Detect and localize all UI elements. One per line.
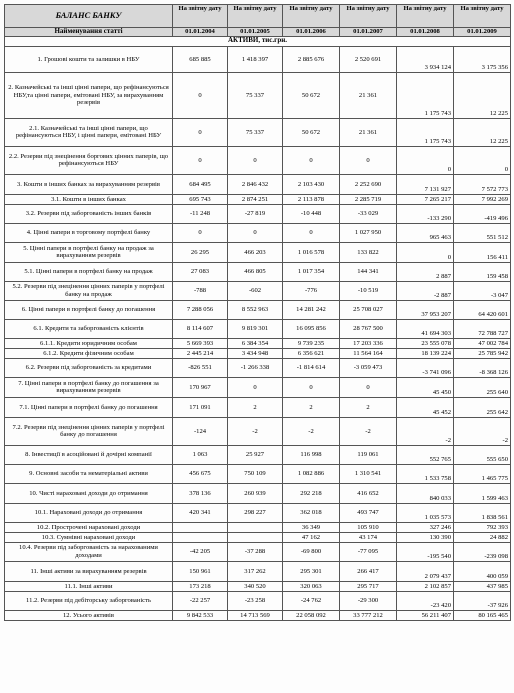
value-cell: 25 785 942 <box>454 348 511 358</box>
row-label: 1. Грошові кошти та залишки в НБУ <box>5 46 173 72</box>
value-cell: 466 203 <box>228 242 283 262</box>
value-cell: 298 227 <box>228 503 283 522</box>
row-label: 3. Кошти в інших банках за вирахуванням резервів <box>5 174 173 194</box>
value-cell: 7 265 217 <box>397 194 454 204</box>
value-cell: 1 016 578 <box>283 242 340 262</box>
value-cell: 0 <box>173 146 228 174</box>
date-header-1: 01.01.2004 <box>173 28 228 37</box>
value-cell: 2 103 430 <box>283 174 340 194</box>
col-header-3: На звітну дату <box>283 5 340 28</box>
value-cell: 0 <box>340 146 397 174</box>
table-body <box>5 46 511 620</box>
row-label: 5.1. Цінні папери в портфелі банку на продаж <box>5 262 173 281</box>
value-cell: -2 <box>283 417 340 445</box>
value-cell: 340 520 <box>228 581 283 591</box>
value-cell: 144 341 <box>340 262 397 281</box>
value-cell: -22 257 <box>173 591 228 610</box>
value-cell: 551 512 <box>454 223 511 242</box>
value-cell: -42 205 <box>173 542 228 561</box>
table-row <box>5 581 511 591</box>
value-cell: 80 165 465 <box>454 610 511 620</box>
value-cell: 12 225 <box>454 118 511 146</box>
table-row <box>5 242 511 262</box>
table-row <box>5 146 511 174</box>
value-cell: 75 337 <box>228 72 283 118</box>
value-cell: -2 <box>397 417 454 445</box>
value-cell: -27 819 <box>228 204 283 223</box>
value-cell: 2 445 214 <box>173 348 228 358</box>
value-cell: 3 434 948 <box>228 348 283 358</box>
value-cell: 400 059 <box>454 561 511 581</box>
row-label: 5. Цінні папери в портфелі банку на продаж за вирахуванням резервів <box>5 242 173 262</box>
value-cell: 2 102 857 <box>397 581 454 591</box>
value-cell: 2 887 <box>397 262 454 281</box>
value-cell: -23 420 <box>397 591 454 610</box>
header-row-1 <box>5 5 511 28</box>
value-cell: 17 203 336 <box>340 338 397 348</box>
value-cell: 2 252 690 <box>340 174 397 194</box>
value-cell: 0 <box>173 72 228 118</box>
value-cell: 0 <box>173 118 228 146</box>
row-label: 6.1.1. Кредити юридичним особам <box>5 338 173 348</box>
table-row <box>5 397 511 417</box>
value-cell: 1 838 561 <box>454 503 511 522</box>
value-cell: 0 <box>454 146 511 174</box>
value-cell: -3 059 473 <box>340 358 397 377</box>
balance-sheet <box>4 4 510 621</box>
value-cell: 1 533 758 <box>397 464 454 483</box>
value-cell: 7 288 056 <box>173 300 228 319</box>
value-cell: -77 095 <box>340 542 397 561</box>
value-cell: 317 262 <box>228 561 283 581</box>
value-cell: 0 <box>340 377 397 397</box>
value-cell: 0 <box>228 377 283 397</box>
value-cell: 159 458 <box>454 262 511 281</box>
row-label: 3.2. Резерви під заборгованість інших банків <box>5 204 173 223</box>
value-cell: 50 672 <box>283 72 340 118</box>
row-label: 11.2. Резерви під дебіторську заборгованість <box>5 591 173 610</box>
table-row <box>5 262 511 281</box>
row-label: 6.2. Резерви під заборгованість за кредитами <box>5 358 173 377</box>
value-cell: 1 175 743 <box>397 72 454 118</box>
value-cell: 26 295 <box>173 242 228 262</box>
value-cell: 5 669 393 <box>173 338 228 348</box>
value-cell: 2 874 251 <box>228 194 283 204</box>
value-cell: 750 109 <box>228 464 283 483</box>
row-label: 8. Інвестиції в асоційовані й дочірні компанії <box>5 445 173 464</box>
value-cell: 47 162 <box>283 532 340 542</box>
row-label: 11.1. Інші активи <box>5 581 173 591</box>
row-label: 10.3. Сумнівні нараховані доходи <box>5 532 173 542</box>
balance-table <box>4 4 511 621</box>
row-label: 12. Усього активів <box>5 610 173 620</box>
value-cell: 555 650 <box>454 445 511 464</box>
value-cell: 75 337 <box>228 118 283 146</box>
value-cell: 2 846 432 <box>228 174 283 194</box>
table-row <box>5 72 511 118</box>
table-row <box>5 194 511 204</box>
table-row <box>5 358 511 377</box>
value-cell: -29 300 <box>340 591 397 610</box>
value-cell: 130 390 <box>397 532 454 542</box>
value-cell: 792 393 <box>454 522 511 532</box>
row-label: 10.1. Нараховані доходи до отримання <box>5 503 173 522</box>
row-label: 6. Цінні папери в портфелі банку до погашення <box>5 300 173 319</box>
value-cell: 33 777 212 <box>340 610 397 620</box>
date-header-6: 01.01.2009 <box>454 28 511 37</box>
value-cell: -133 290 <box>397 204 454 223</box>
value-cell: -788 <box>173 281 228 300</box>
value-cell: 0 <box>397 242 454 262</box>
row-label: 2. Казначейські та інші цінні папери, що рефінансуються НБУ,та цінні папери, емітовані НБУ, за вирахуванням резервів <box>5 72 173 118</box>
row-label: 6.1. Кредити та заборгованість клієнтів <box>5 319 173 338</box>
value-cell: -23 258 <box>228 591 283 610</box>
row-label: 4. Цінні папери в торговому портфелі банку <box>5 223 173 242</box>
value-cell: 27 083 <box>173 262 228 281</box>
value-cell: 0 <box>228 223 283 242</box>
value-cell: -124 <box>173 417 228 445</box>
value-cell: -2 <box>228 417 283 445</box>
value-cell: 36 349 <box>283 522 340 532</box>
value-cell: -1 814 614 <box>283 358 340 377</box>
value-cell: 14 713 569 <box>228 610 283 620</box>
value-cell: 173 218 <box>173 581 228 591</box>
value-cell: 45 452 <box>397 397 454 417</box>
value-cell: 6 384 354 <box>228 338 283 348</box>
value-cell: 1 310 541 <box>340 464 397 483</box>
date-header-2: 01.01.2005 <box>228 28 283 37</box>
row-label-header: Найменування статті <box>5 28 173 37</box>
value-cell: 840 033 <box>397 483 454 503</box>
value-cell: 2 285 719 <box>340 194 397 204</box>
table-row <box>5 542 511 561</box>
value-cell: 64 420 601 <box>454 300 511 319</box>
row-label: 10.2. Прострочені нараховані доходи <box>5 522 173 532</box>
value-cell: 8 114 607 <box>173 319 228 338</box>
value-cell: -24 762 <box>283 591 340 610</box>
value-cell: 21 361 <box>340 72 397 118</box>
value-cell: -3 741 096 <box>397 358 454 377</box>
col-header-1: На звітну дату <box>173 5 228 28</box>
date-header-4: 01.01.2007 <box>340 28 397 37</box>
value-cell: 133 822 <box>340 242 397 262</box>
date-header-3: 01.01.2006 <box>283 28 340 37</box>
value-cell <box>173 532 228 542</box>
value-cell: 21 361 <box>340 118 397 146</box>
value-cell: 2 113 878 <box>283 194 340 204</box>
col-header-6: На звітну дату <box>454 5 511 28</box>
table-row <box>5 610 511 620</box>
value-cell: 260 939 <box>228 483 283 503</box>
value-cell: 18 139 224 <box>397 348 454 358</box>
value-cell: 9 842 533 <box>173 610 228 620</box>
value-cell: 266 417 <box>340 561 397 581</box>
row-label: 7. Цінні папери в портфелі банку до погашення за вирахуванням резервів <box>5 377 173 397</box>
value-cell: -37 288 <box>228 542 283 561</box>
value-cell: 255 640 <box>454 377 511 397</box>
value-cell <box>228 522 283 532</box>
table-row <box>5 281 511 300</box>
table-row <box>5 174 511 194</box>
value-cell: 156 411 <box>454 242 511 262</box>
header-row-2 <box>5 28 511 37</box>
value-cell: 1 063 <box>173 445 228 464</box>
value-cell: 0 <box>397 146 454 174</box>
value-cell: 2 <box>283 397 340 417</box>
value-cell: 105 910 <box>340 522 397 532</box>
value-cell: 2 520 691 <box>340 46 397 72</box>
value-cell: -69 800 <box>283 542 340 561</box>
row-label: 9. Основні засоби та нематеріальні активи <box>5 464 173 483</box>
value-cell: 378 136 <box>173 483 228 503</box>
date-header-5: 01.01.2008 <box>397 28 454 37</box>
row-label: 11. Інші активи за вирахуванням резервів <box>5 561 173 581</box>
value-cell: 437 985 <box>454 581 511 591</box>
value-cell: 965 463 <box>397 223 454 242</box>
row-label: 5.2. Резерви під знецінення цінних паперів у портфелі банку на продаж <box>5 281 173 300</box>
row-label: 7.2. Резерви під знецінення цінних паперів у портфелі банку до погашення <box>5 417 173 445</box>
value-cell: -33 029 <box>340 204 397 223</box>
table-row <box>5 445 511 464</box>
value-cell: 292 218 <box>283 483 340 503</box>
value-cell: 295 301 <box>283 561 340 581</box>
table-row <box>5 591 511 610</box>
value-cell: 420 341 <box>173 503 228 522</box>
value-cell: -419 496 <box>454 204 511 223</box>
value-cell: 1 017 354 <box>283 262 340 281</box>
table-row <box>5 223 511 242</box>
row-label: 10.4. Резерви під заборгованість за нарахованими доходами <box>5 542 173 561</box>
table-row <box>5 300 511 319</box>
value-cell: -10 519 <box>340 281 397 300</box>
value-cell: 9 739 235 <box>283 338 340 348</box>
value-cell: 7 992 269 <box>454 194 511 204</box>
value-cell: 2 885 676 <box>283 46 340 72</box>
value-cell: 14 281 242 <box>283 300 340 319</box>
value-cell: -2 887 <box>397 281 454 300</box>
value-cell: -2 <box>454 417 511 445</box>
table-row <box>5 464 511 483</box>
row-label: 3.1. Кошти в інших банках <box>5 194 173 204</box>
value-cell: 7 572 773 <box>454 174 511 194</box>
value-cell: 456 675 <box>173 464 228 483</box>
table-row <box>5 532 511 542</box>
row-label: 2.2. Резерви під знецінення боргових цінних паперів, що рефінансуються НБУ <box>5 146 173 174</box>
value-cell: -826 551 <box>173 358 228 377</box>
value-cell: 37 953 207 <box>397 300 454 319</box>
value-cell: -1 266 338 <box>228 358 283 377</box>
value-cell: 684 495 <box>173 174 228 194</box>
value-cell: 56 211 407 <box>397 610 454 620</box>
value-cell: 1 465 775 <box>454 464 511 483</box>
value-cell: 552 765 <box>397 445 454 464</box>
value-cell: 362 018 <box>283 503 340 522</box>
table-row <box>5 377 511 397</box>
value-cell: 11 564 164 <box>340 348 397 358</box>
value-cell: 28 767 500 <box>340 319 397 338</box>
value-cell: 43 174 <box>340 532 397 542</box>
value-cell: 25 708 027 <box>340 300 397 319</box>
value-cell: 3 175 356 <box>454 46 511 72</box>
value-cell: 1 175 743 <box>397 118 454 146</box>
value-cell: 685 885 <box>173 46 228 72</box>
value-cell: 2 <box>228 397 283 417</box>
row-label: 6.1.2. Кредити фізичним особам <box>5 348 173 358</box>
col-header-4: На звітну дату <box>340 5 397 28</box>
value-cell: 25 927 <box>228 445 283 464</box>
value-cell: -239 098 <box>454 542 511 561</box>
value-cell: 24 882 <box>454 532 511 542</box>
value-cell: 41 694 303 <box>397 319 454 338</box>
value-cell: 416 652 <box>340 483 397 503</box>
table-row <box>5 348 511 358</box>
value-cell: 320 063 <box>283 581 340 591</box>
value-cell: 3 934 124 <box>397 46 454 72</box>
value-cell <box>228 532 283 542</box>
value-cell: -602 <box>228 281 283 300</box>
value-cell: -10 448 <box>283 204 340 223</box>
value-cell: 1 035 573 <box>397 503 454 522</box>
table-row <box>5 522 511 532</box>
table-row <box>5 503 511 522</box>
value-cell: 8 552 963 <box>228 300 283 319</box>
value-cell: 0 <box>173 223 228 242</box>
value-cell: 493 747 <box>340 503 397 522</box>
value-cell: -8 368 126 <box>454 358 511 377</box>
section-title: АКТИВИ, тис.грн. <box>5 36 511 46</box>
row-label: 7.1. Цінні папери в портфелі банку до погашення <box>5 397 173 417</box>
table-row <box>5 483 511 503</box>
value-cell: -2 <box>340 417 397 445</box>
value-cell: 47 002 784 <box>454 338 511 348</box>
value-cell: 1 599 463 <box>454 483 511 503</box>
value-cell: 295 717 <box>340 581 397 591</box>
row-label: 2.1. Казначейські та інші цінні папери, що рефінансуються НБУ, і цінні папери, емітовані НБУ <box>5 118 173 146</box>
value-cell: 16 095 856 <box>283 319 340 338</box>
table-title: БАЛАНС БАНКУ <box>5 5 173 28</box>
table-row <box>5 561 511 581</box>
value-cell: -37 926 <box>454 591 511 610</box>
value-cell: 1 418 397 <box>228 46 283 72</box>
value-cell: -195 540 <box>397 542 454 561</box>
value-cell: 7 131 927 <box>397 174 454 194</box>
value-cell: 12 225 <box>454 72 511 118</box>
value-cell: 150 961 <box>173 561 228 581</box>
value-cell: 9 819 301 <box>228 319 283 338</box>
value-cell <box>173 522 228 532</box>
value-cell: 327 246 <box>397 522 454 532</box>
value-cell: 50 672 <box>283 118 340 146</box>
col-header-5: На звітну дату <box>397 5 454 28</box>
value-cell: 1 082 886 <box>283 464 340 483</box>
value-cell: 23 555 078 <box>397 338 454 348</box>
value-cell: 1 027 950 <box>340 223 397 242</box>
col-header-2: На звітну дату <box>228 5 283 28</box>
value-cell: 0 <box>228 146 283 174</box>
value-cell: 0 <box>283 377 340 397</box>
table-row <box>5 417 511 445</box>
value-cell: -776 <box>283 281 340 300</box>
value-cell: 116 998 <box>283 445 340 464</box>
value-cell: 0 <box>283 223 340 242</box>
value-cell: 72 788 727 <box>454 319 511 338</box>
value-cell: 255 642 <box>454 397 511 417</box>
value-cell: -11 248 <box>173 204 228 223</box>
value-cell: 0 <box>283 146 340 174</box>
value-cell: 45 450 <box>397 377 454 397</box>
value-cell: 2 <box>340 397 397 417</box>
value-cell: 22 058 092 <box>283 610 340 620</box>
table-row <box>5 46 511 72</box>
value-cell: 6 356 621 <box>283 348 340 358</box>
value-cell: 119 061 <box>340 445 397 464</box>
value-cell: 2 079 437 <box>397 561 454 581</box>
row-label: 10. Чисті нараховані доходи до отримання <box>5 483 173 503</box>
table-row <box>5 338 511 348</box>
value-cell: 466 805 <box>228 262 283 281</box>
value-cell: 171 091 <box>173 397 228 417</box>
table-row <box>5 319 511 338</box>
table-row <box>5 118 511 146</box>
value-cell: 170 967 <box>173 377 228 397</box>
value-cell: -3 047 <box>454 281 511 300</box>
table-row <box>5 204 511 223</box>
section-row <box>5 36 511 46</box>
value-cell: 695 743 <box>173 194 228 204</box>
